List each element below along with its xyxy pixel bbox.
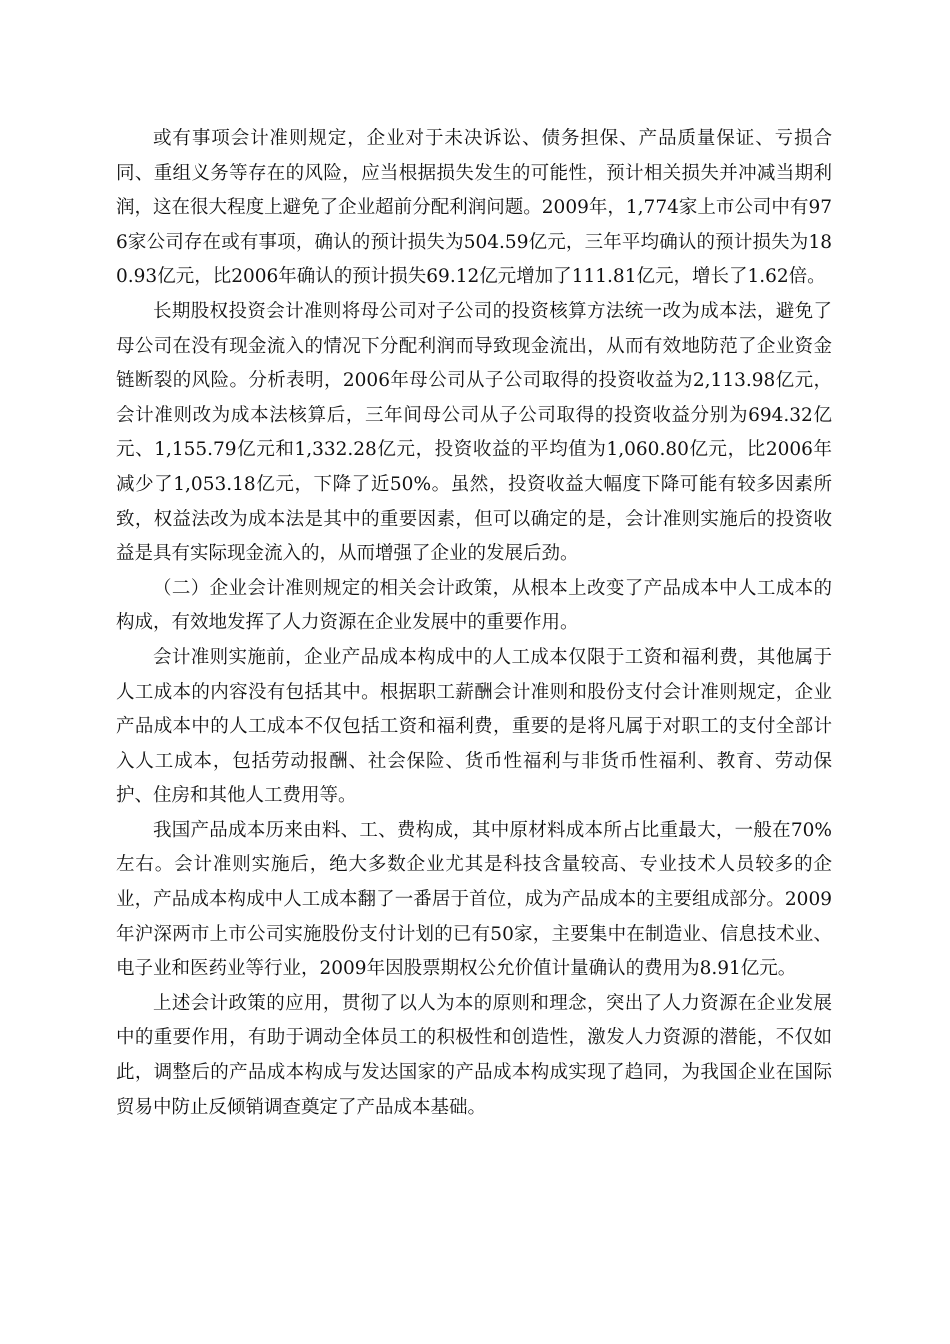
paragraph-cost-structure: 我国产品成本历来由料、工、费构成，其中原材料成本所占比重最大，一般在70%左右。会计准则实施后，绝大多数企业尤其是科技含量较高、专业技术人员较多的企业，产品成本构成中人工成本翻了一番居于首位，成为产品成本的主要组成部分。2009年沪深两市上市公司实施股份支付计划的已有50家，主要集中在制造业、信息技术业、电子业和医药业等行业，2009年因股票期权公允价值计量确认的费用为8.91亿元。: [116, 819, 832, 980]
paragraph-section-heading-2: （二）企业会计准则规定的相关会计政策，从根本上改变了产品成本中人工成本的构成，有效地发挥了人力资源在企业发展中的重要作用。: [116, 577, 832, 634]
body-text: [116, 122, 832, 1125]
paragraph-long-term-equity: 长期股权投资会计准则将母公司对子公司的投资核算方法统一改为成本法，避免了母公司在没有现金流入的情况下分配利润而导致现金流出，从而有效地防范了企业资金链断裂的风险。分析表明，2006年母公司从子公司取得的投资收益为2,113.98亿元，会计准则改为成本法核算后，三年间母公司从子公司取得的投资收益分别为694.32亿元、1,155.79亿元和1,332.28亿元，投资收益的平均值为1,060.80亿元，比2006年减少了1,053.18亿元，下降了近50%。虽然，投资收益大幅度下降可能有较多因素所致，权益法改为成本法是其中的重要因素，但可以确定的是，会计准则实施后的投资收益是具有实际现金流入的，从而增强了企业的发展后劲。: [116, 300, 832, 565]
paragraph-policy-impact: 上述会计政策的应用，贯彻了以人为本的原则和理念，突出了人力资源在企业发展中的重要作用，有助于调动全体员工的积极性和创造性，激发人力资源的潜能，不仅如此，调整后的产品成本构成与发达国家的产品成本构成实现了趋同，为我国企业在国际贸易中防止反倾销调查奠定了产品成本基础。: [116, 992, 832, 1118]
paragraph-contingencies: 或有事项会计准则规定，企业对于未决诉讼、债务担保、产品质量保证、亏损合同、重组义务等存在的风险，应当根据损失发生的可能性，预计相关损失并冲减当期利润，这在很大程度上避免了企业超前分配利润问题。2009年，1,774家上市公司中有976家公司存在或有事项，确认的预计损失为504.59亿元，三年平均确认的预计损失为180.93亿元，比2006年确认的预计损失69.12亿元增加了111.81亿元，增长了1.62倍。: [116, 128, 832, 288]
paragraph-labor-cost-before: 会计准则实施前，企业产品成本构成中的人工成本仅限于工资和福利费，其他属于人工成本的内容没有包括其中。根据职工薪酬会计准则和股份支付会计准则规定，企业产品成本中的人工成本不仅包括工资和福利费，重要的是将凡属于对职工的支付全部计入人工成本，包括劳动报酬、社会保险、货币性福利与非货币性福利、教育、劳动保护、住房和其他人工费用等。: [116, 646, 832, 807]
